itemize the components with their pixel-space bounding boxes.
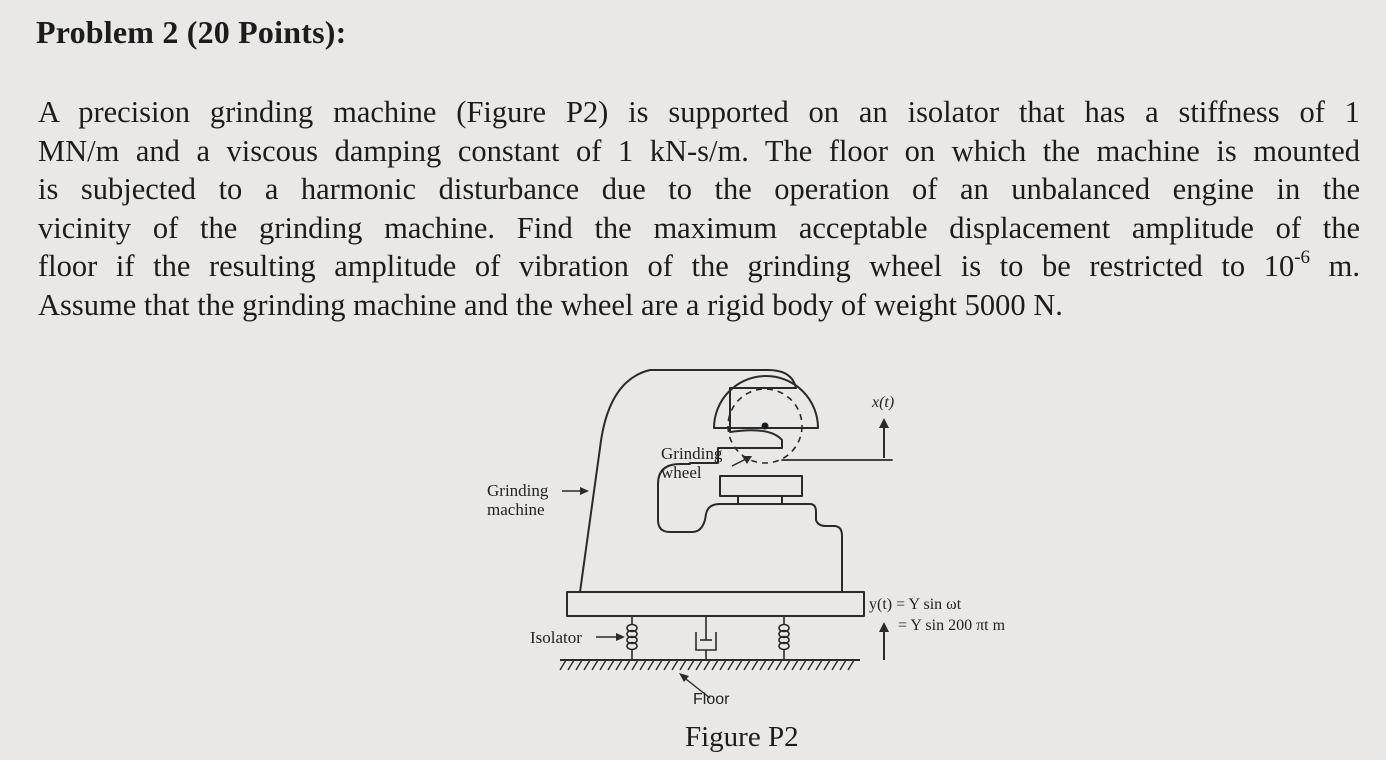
figure-p2 <box>470 360 1050 760</box>
statement-text: m. <box>1310 249 1360 284</box>
statement-text: floor if the resulting amplitude of vibration of the grinding wheel is to be restricted to 10 <box>38 249 1295 284</box>
label-x-t: x(t) <box>872 394 895 411</box>
statement-line: A precision grinding machine (Figure P2) is supported on an isolator that has a stiffness of 1 <box>38 95 1360 129</box>
wheel-center <box>762 423 769 430</box>
label-grinding-machine: Grinding machine <box>487 481 549 519</box>
problem-statement <box>38 93 1360 325</box>
label-y-t-line1: y(t) = Y sin ωt <box>869 596 962 613</box>
label-y-t-line2: = Y sin 200 πt m <box>898 617 1006 634</box>
exponent: -6 <box>1294 247 1311 269</box>
problem-title: Problem 2 (20 Points): <box>36 14 347 50</box>
label-isolator: Isolator <box>530 628 582 647</box>
work-table <box>720 476 802 496</box>
floor-hatching <box>560 660 854 670</box>
isolator-spring-right <box>779 616 789 660</box>
isolator-damper <box>696 616 716 660</box>
machine-diagram <box>470 360 1050 760</box>
statement-line: vicinity of the grinding machine. Find the maximum acceptable displacement amplitude of the <box>38 210 1360 245</box>
statement-line: is subjected to a harmonic disturbance due to the operation of an unbalanced engine in the <box>38 172 1360 207</box>
statement-line: MN/m and a viscous damping constant of 1 kN-s/m. The floor on which the machine is mounted <box>38 133 1360 168</box>
label-grinding-wheel: Grinding wheel <box>661 444 723 482</box>
statement-line-with-exponent <box>38 247 1360 286</box>
figure-caption: Figure P2 <box>685 721 799 753</box>
isolator-spring-left <box>627 616 637 660</box>
base-plate <box>567 592 864 616</box>
label-floor: Floor <box>693 691 730 708</box>
statement-line: Assume that the grinding machine and the wheel are a rigid body of weight 5000 N. <box>38 287 1063 322</box>
